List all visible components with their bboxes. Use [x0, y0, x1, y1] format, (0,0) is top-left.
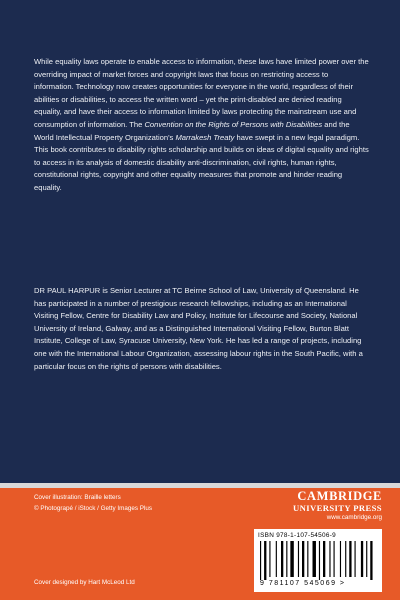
blurb-text-2: and the World Intellectual Property Organization's [34, 119, 350, 142]
blurb-text-3: have swept in a new legal paradigm. This book contributes to disability rights scholarship and builds on ideas of digital equality and rights to access in its analysis of domestic disability anti-discrimination, civil rights, human rights, constitutional rights, copyright and other equality measures that promote and hinder reading equality. [34, 132, 369, 192]
barcode-bar [260, 541, 261, 580]
barcode-bar [334, 541, 335, 577]
barcode-bar [281, 541, 283, 577]
barcode-bar [366, 541, 367, 577]
barcode-bar [286, 541, 287, 577]
barcode-bar [264, 541, 266, 580]
barcode-bar [313, 541, 316, 577]
photo-credit: © Photograpé / iStock / Getty Images Plus [34, 505, 153, 512]
publisher-name: CAMBRIDGE [297, 489, 382, 503]
publisher-website: www.cambridge.org [326, 514, 382, 521]
barcode-bar [323, 541, 325, 577]
barcode-bar [361, 541, 363, 577]
cover-design-credit: Cover designed by Hart McLeod Ltd [34, 579, 135, 586]
barcode-number: 9 781107 545069 > [260, 580, 346, 587]
publisher-logo [262, 490, 382, 522]
barcode-bar [298, 541, 299, 577]
barcode-bar [345, 541, 346, 577]
barcode-bar [349, 541, 351, 577]
cover-illustration-credit: Cover illustration: Braille letters [34, 494, 121, 501]
barcode-bar [290, 541, 293, 577]
book-blurb [34, 56, 369, 195]
barcode-bar [302, 541, 304, 577]
author-bio: DR PAUL HARPUR is Senior Lecturer at TC Beirne School of Law, University of Queensland. He has participated in a number of prestigious research fellowships, including as an International Visiting Fellow, Centre for Disability Law and Policy, Institute for Lifecourse and Society, National University of Ireland, Galway, and as a Distinguished International Visiting Fellow, Burton Blatt Institute, College of Law, Syracuse University, New York. He has led a range of projects, including one with the International Labour Organization, assessing labour rights in the South Pacific, with a particular focus on the rights of persons with disabilities. [34, 286, 363, 371]
blurb-italic-convention: Convention on the Rights of Persons with Disabilities [144, 119, 323, 129]
barcode-bar [370, 541, 372, 580]
barcode-bar [276, 541, 277, 577]
blurb-text-1: While equality laws operate to enable access to information, these laws have limited power over the overriding impact of market forces and copyright laws that focus on restricting access to information. Technology now creates opportunities for everyone in the world, regardless of their abilities or disabilities, to access the written word – yet the print-disabled are denied reading equality, and have their access to information limited by laws protecting the mainstream use and consumption of information. The [34, 57, 369, 129]
barcode-bar [340, 541, 341, 577]
barcode-bar [307, 541, 308, 577]
barcode-bar [355, 541, 356, 577]
blurb-italic-treaty: Marrakesh Treaty [175, 132, 235, 142]
isbn-label: ISBN 978-1-107-54506-9 [258, 532, 337, 539]
barcode-icon [260, 541, 376, 580]
barcode-bar [329, 541, 330, 577]
barcode-box [254, 529, 382, 592]
barcode-bar [319, 541, 320, 580]
publisher-subname: UNIVERSITY PRESS [293, 503, 382, 513]
barcode-bar [269, 541, 270, 577]
